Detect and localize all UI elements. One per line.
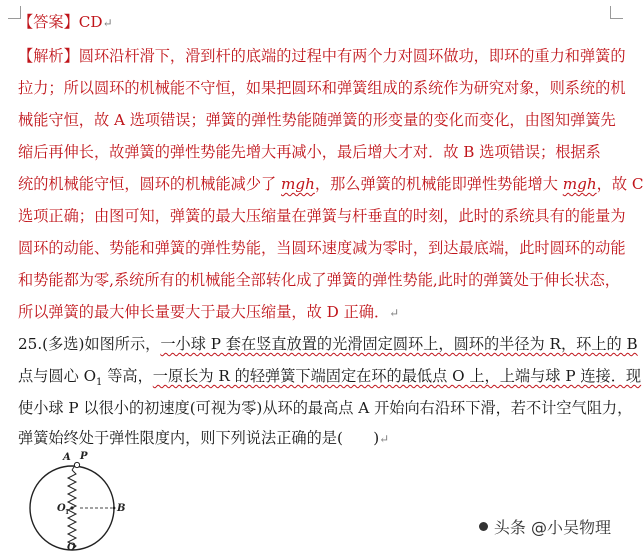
center-dot [70, 506, 73, 509]
analysis-line-4: 缩后再伸长，故弹簧的弹性势能先增大再减小，最后增大才对．故 B 选项错误；根据系 [18, 143, 601, 161]
label-p: P [80, 451, 88, 462]
analysis-line-8: 和势能都为零,系统所有的机械能全部转化成了弹簧的弹性势能,此时的弹簧处于伸长状态， [18, 271, 620, 289]
question-line-1: 25.(多选)如图所示，一小球 P 套在竖直放置的光滑固定圆环上，圆环的半径为 R，环上的 B [18, 335, 638, 353]
question-line-3: 使小球 P 以很小的初速度(可视为零)从环的最高点 A 开始向右沿环下滑，若不计空气阻力， [18, 399, 633, 417]
formula-mgh: mgh [281, 175, 315, 193]
paragraph-mark: ↵ [102, 16, 113, 30]
watermark [475, 513, 615, 540]
ball-p [74, 462, 79, 467]
point-b-dot [113, 507, 116, 510]
spring-coil [68, 470, 76, 550]
analysis-label: 【解析】 [18, 47, 79, 65]
analysis-line-3: 械能守恒，故 A 选项错误；弹簧的弹性势能随弹簧的形变量的变化而变化，由图知弹簧先 [18, 111, 616, 129]
watermark-icon [479, 522, 488, 531]
circle-spring-figure [20, 446, 160, 552]
analysis-line-7: 圆环的动能、势能和弹簧的弹性势能，当圆环速度减为零时，到达最底端，此时圆环的动能 [18, 239, 626, 257]
formula-mgh: mgh [562, 175, 597, 193]
label-a: A [63, 452, 71, 463]
analysis-line-9: 所以弹簧的最大伸长量要大于最大压缩量，故 D 正确．↵ [18, 303, 400, 321]
question-line-4: 弹簧始终处于弹性限度内，则下列说法正确的是( )↵ [18, 429, 390, 447]
paragraph-mark: ↵ [389, 306, 400, 320]
analysis-line-1: 【解析】圆环沿杆滑下，滑到杆的底端的过程中有两个力对圆环做功，即环的重力和弹簧的 [18, 47, 626, 65]
analysis-line-5: 统的机械能守恒，圆环的机械能减少了 mgh，那么弹簧的机械能即弹性势能增大 mgh，故 C [18, 175, 643, 193]
watermark-text: 头条 @小吴物理 [493, 518, 611, 537]
question-line-2: 点与圆心 $O_1$ 等高，一原长为 R 的轻弹簧下端固定在环的最低点 O 上，上端与球 P 连接．现 [18, 367, 642, 389]
label-b: B [117, 503, 126, 514]
analysis-line-6: 选项正确；由图可知，弹簧的最大压缩量在弹簧与杆垂直的时刻，此时的系统具有的能量为 [18, 207, 626, 225]
label-o1: O [57, 503, 66, 514]
answer-value: CD [78, 13, 103, 31]
analysis-line-2: 拉力；所以圆环的机械能不守恒，如果把圆环和弹簧组成的系统作为研究对象，则系统的机 [18, 79, 626, 97]
label-o1-sub: 1 [65, 509, 70, 516]
answer-line [18, 12, 113, 33]
label-o: O [67, 542, 76, 552]
paragraph-mark: ↵ [379, 432, 390, 446]
answer-label: 【答案】 [18, 13, 79, 31]
page-corner-mark [610, 6, 623, 19]
